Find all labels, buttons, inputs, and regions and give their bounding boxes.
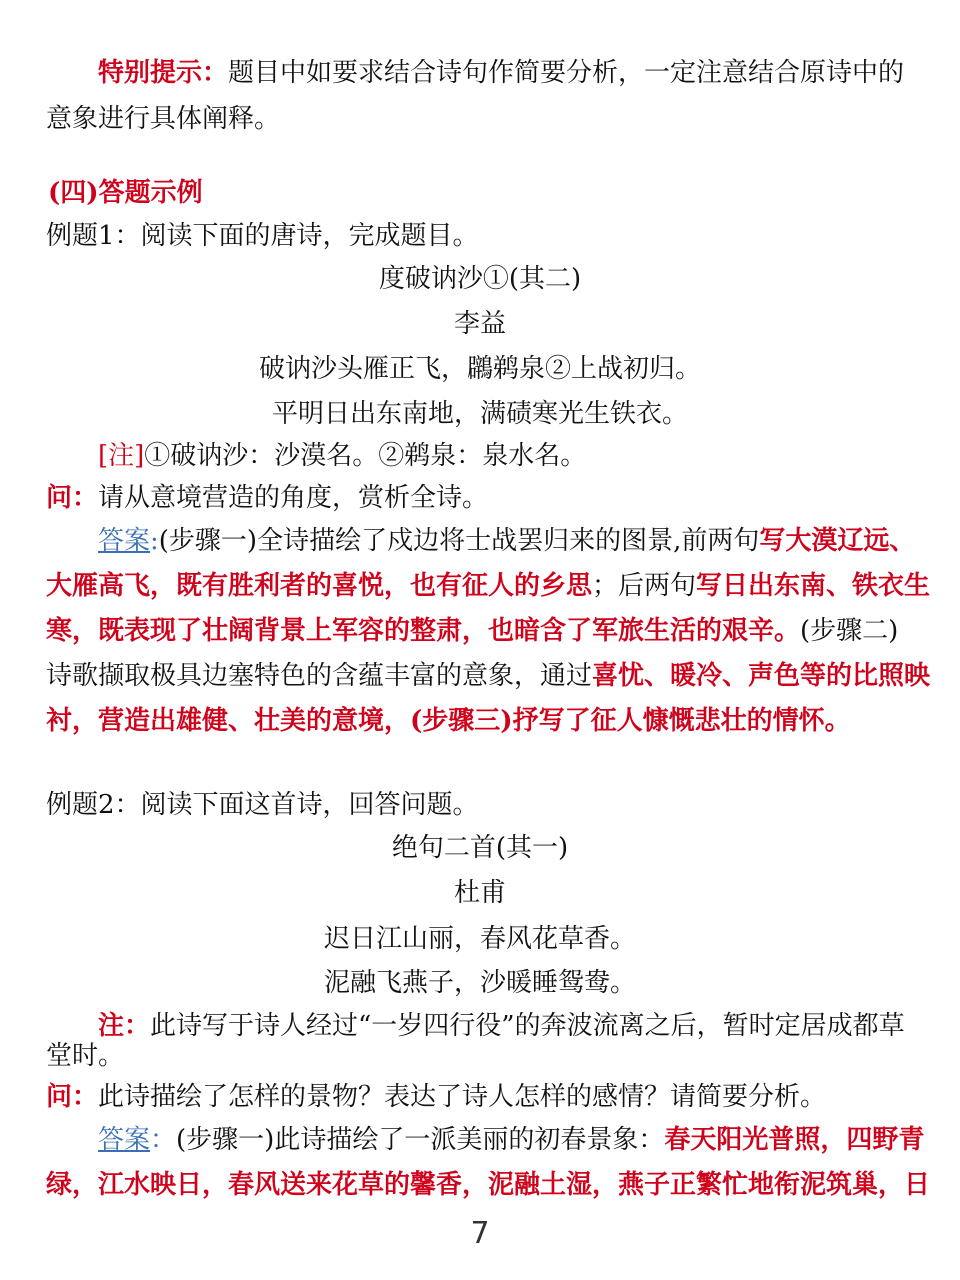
ex2-poem-line-1: 迟日江山丽，春风花草香。: [323, 924, 636, 954]
ex1-answer-text: (步骤一)全诗描绘了戍边将士战罢归来的图景,前两句: [158, 526, 760, 556]
ex2-poem-line-2: 泥融飞燕子，沙暖睡鸳鸯。: [323, 968, 636, 998]
tip-label: 特别提示：: [98, 58, 229, 88]
tip-text: 题目中如要求结合诗句作简要分析，一定注意结合原诗中的: [228, 58, 905, 88]
ex2-poem-title: 绝句二首(其一): [391, 833, 569, 863]
ex1-poem-line-1: 破讷沙头雁正飞，鸊鹈泉②上战初归。: [258, 354, 701, 384]
ex1-answer-line-4: [46, 659, 931, 693]
ex2-question: [46, 1080, 916, 1114]
ex1-note-text: ①破讷沙：沙漠名。②鹈泉：泉水名。: [144, 441, 587, 471]
ex1-answer-line-3: [46, 614, 916, 648]
ex1-answer-line-1: [98, 524, 960, 558]
ex2-answer-colon: ：: [150, 1125, 177, 1155]
ex2-answer-text: (步骤一)此诗描绘了一派美丽的初春景象：: [176, 1125, 665, 1155]
ex1-answer-text: (步骤二): [800, 616, 899, 646]
ex2-question-label: 问：: [46, 1082, 99, 1112]
ex1-answer-label[interactable]: 答案: [98, 526, 151, 556]
ex2-answer-line-2: [46, 1168, 931, 1202]
ex1-question-label: 问：: [46, 483, 99, 513]
ex1-question-text: 请从意境营造的角度，赏析全诗。: [98, 483, 489, 513]
section-title: (四)答题示例: [48, 178, 203, 208]
ex1-answer-line-5: [46, 704, 916, 738]
ex1-answer-colon: :: [150, 526, 159, 556]
ex2-note-line-1: [98, 1009, 960, 1043]
ex1-note-label: [注]: [98, 441, 145, 471]
ex2-answer-highlight: 绿，江水映日，春风送来花草的馨香，泥融土湿，燕子正繁忙地衔泥筑巢，日: [46, 1170, 931, 1200]
ex1-answer-highlight: 写日出东南、铁衣生: [696, 571, 931, 601]
ex2-note-line-2: 堂时。: [46, 1041, 125, 1071]
ex1-poem-line-2: 平明日出东南地，满碛寒光生铁衣。: [271, 399, 688, 429]
ex1-poem-title: 度破讷沙①(其二): [378, 264, 582, 294]
ex2-answer-line-1: [98, 1123, 960, 1157]
ex1-answer-line-2: [46, 569, 931, 603]
tip-line-1: [98, 56, 960, 90]
ex2-question-text: 此诗描绘了怎样的景物？表达了诗人怎样的感情？请简要分析。: [98, 1082, 827, 1112]
ex1-note: [98, 439, 960, 473]
ex1-author: 李益: [453, 309, 506, 339]
ex2-intro: 例题2：阅读下面这首诗，回答问题。: [46, 790, 479, 820]
ex1-question: [46, 481, 916, 515]
tip-line-2: 意象进行具体阐释。: [46, 104, 281, 134]
ex1-answer-highlight: 寒，既表现了壮阔背景上军容的整肃，也暗含了军旅生活的艰辛。: [46, 616, 801, 646]
ex1-answer-text: 诗歌撷取极具边塞特色的含蕴丰富的意象，通过: [46, 661, 593, 691]
ex1-intro: 例题1：阅读下面的唐诗，完成题目。: [46, 221, 479, 251]
ex1-answer-highlight: 写大漠辽远、: [759, 526, 916, 556]
ex2-note-label: 注：: [98, 1011, 151, 1041]
ex1-answer-text: ；后两句: [592, 571, 697, 601]
ex2-answer-label[interactable]: 答案: [98, 1125, 151, 1155]
ex2-answer-highlight: 春天阳光普照，四野青: [664, 1125, 925, 1155]
ex1-answer-highlight: 喜忧、暖冷、声色等的比照映: [592, 661, 931, 691]
page-number: 7: [470, 1216, 490, 1251]
ex1-answer-highlight: 衬，营造出雄健、壮美的意境，(步骤三)抒写了征人慷慨悲壮的情怀。: [46, 706, 851, 736]
ex1-answer-highlight: 大雁高飞，既有胜利者的喜悦，也有征人的乡思: [46, 571, 593, 601]
ex2-author: 杜甫: [453, 878, 506, 908]
ex2-note-text: 此诗写于诗人经过“一岁四行役”的奔波流离之后，暂时定居成都草: [150, 1011, 905, 1041]
